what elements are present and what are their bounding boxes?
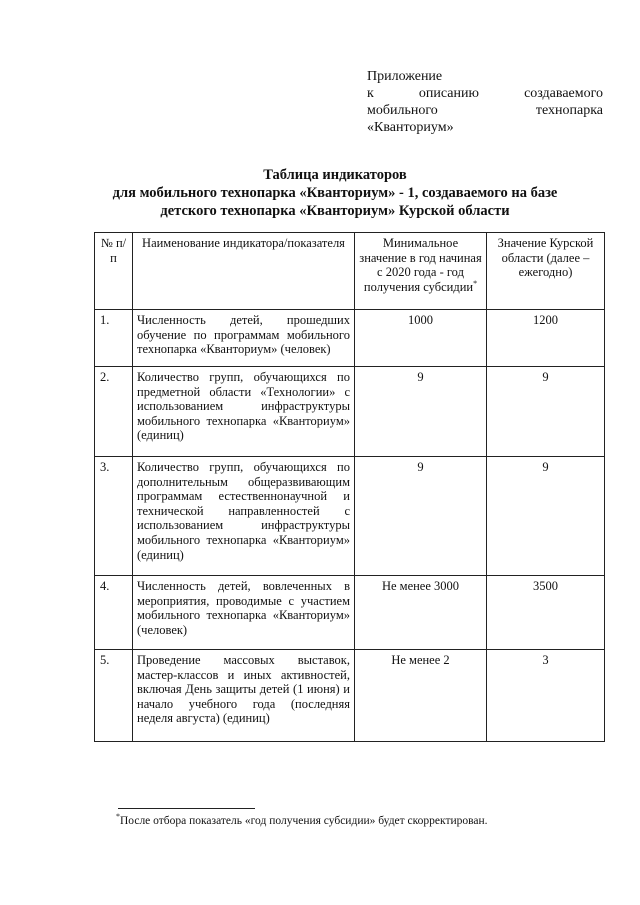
row-kursk-value: 9 — [487, 457, 605, 576]
row-indicator: Численность детей, прошедших обучение по программам мобильного технопарка «Кванториум» (человек) — [133, 310, 355, 367]
footnote-divider — [118, 808, 255, 809]
table-row — [95, 457, 605, 576]
row-indicator: Проведение массовых выставок, мастер-классов и иных активностей, включая День защиты детей (1 июня) и начало учебного года (последняя неделя августа) (единиц) — [133, 650, 355, 742]
table-title — [90, 166, 580, 220]
appendix-word: «Кванториум» — [367, 120, 454, 135]
row-num: 1. — [95, 310, 133, 367]
row-kursk-value: 1200 — [487, 310, 605, 367]
row-min-value: 9 — [355, 457, 487, 576]
row-min-value: 1000 — [355, 310, 487, 367]
header-num: № п/п — [95, 233, 133, 310]
row-min-value: Не менее 3000 — [355, 576, 487, 650]
table-header-row — [95, 233, 605, 310]
title-line-2: для мобильного технопарка «Кванториум» - 1, создаваемого на базе — [112, 185, 558, 201]
row-kursk-value: 3 — [487, 650, 605, 742]
table-row — [95, 650, 605, 742]
row-indicator: Численность детей, вовлеченных в мероприятия, проводимые с участием мобильного технопарка «Кванториум» (человек) — [133, 576, 355, 650]
header-kursk: Значение Курской области (далее – ежегодно) — [487, 233, 605, 310]
row-num: 5. — [95, 650, 133, 742]
row-min-value: 9 — [355, 367, 487, 457]
title-line-3: детского технопарка «Кванториум» Курской области — [160, 203, 510, 219]
header-min-text: Минимальное значение в год начиная с 2020 года - год получения субсидии — [359, 236, 482, 294]
appendix-word: мобильного — [367, 103, 438, 118]
row-indicator: Количество групп, обучающихся по дополнительным общеразвивающим программам естественнонаучной и технической направленностей с использованием инфраструктуры мобильного технопарка «Кванториум» (единиц) — [133, 457, 355, 576]
footnote-marker: * — [473, 278, 478, 288]
appendix-word: описанию — [418, 86, 479, 101]
row-kursk-value: 3500 — [487, 576, 605, 650]
footnote-text: После отбора показатель «год получения субсидии» будет скорректирован. — [120, 815, 488, 827]
appendix-word: создаваемого — [524, 86, 603, 101]
table-row — [95, 367, 605, 457]
table-row — [95, 310, 605, 367]
appendix-title: Приложение — [367, 69, 443, 84]
row-indicator: Количество групп, обучающихся по предметной области «Технологии» с использованием инфраструктуры мобильного технопарка «Кванториум» (единиц) — [133, 367, 355, 457]
row-num: 4. — [95, 576, 133, 650]
row-min-value: Не менее 2 — [355, 650, 487, 742]
appendix-block — [367, 68, 603, 136]
table-row — [95, 576, 605, 650]
indicators-table — [94, 232, 605, 742]
footnote — [116, 814, 596, 828]
appendix-word: к — [367, 86, 374, 101]
header-min — [355, 233, 487, 310]
footnote-mark: * — [116, 812, 120, 822]
row-num: 3. — [95, 457, 133, 576]
title-line-1: Таблица индикаторов — [263, 167, 407, 183]
row-kursk-value: 9 — [487, 367, 605, 457]
row-num: 2. — [95, 367, 133, 457]
appendix-word: технопарка — [535, 103, 603, 118]
header-name: Наименование индикатора/показателя — [133, 233, 355, 310]
